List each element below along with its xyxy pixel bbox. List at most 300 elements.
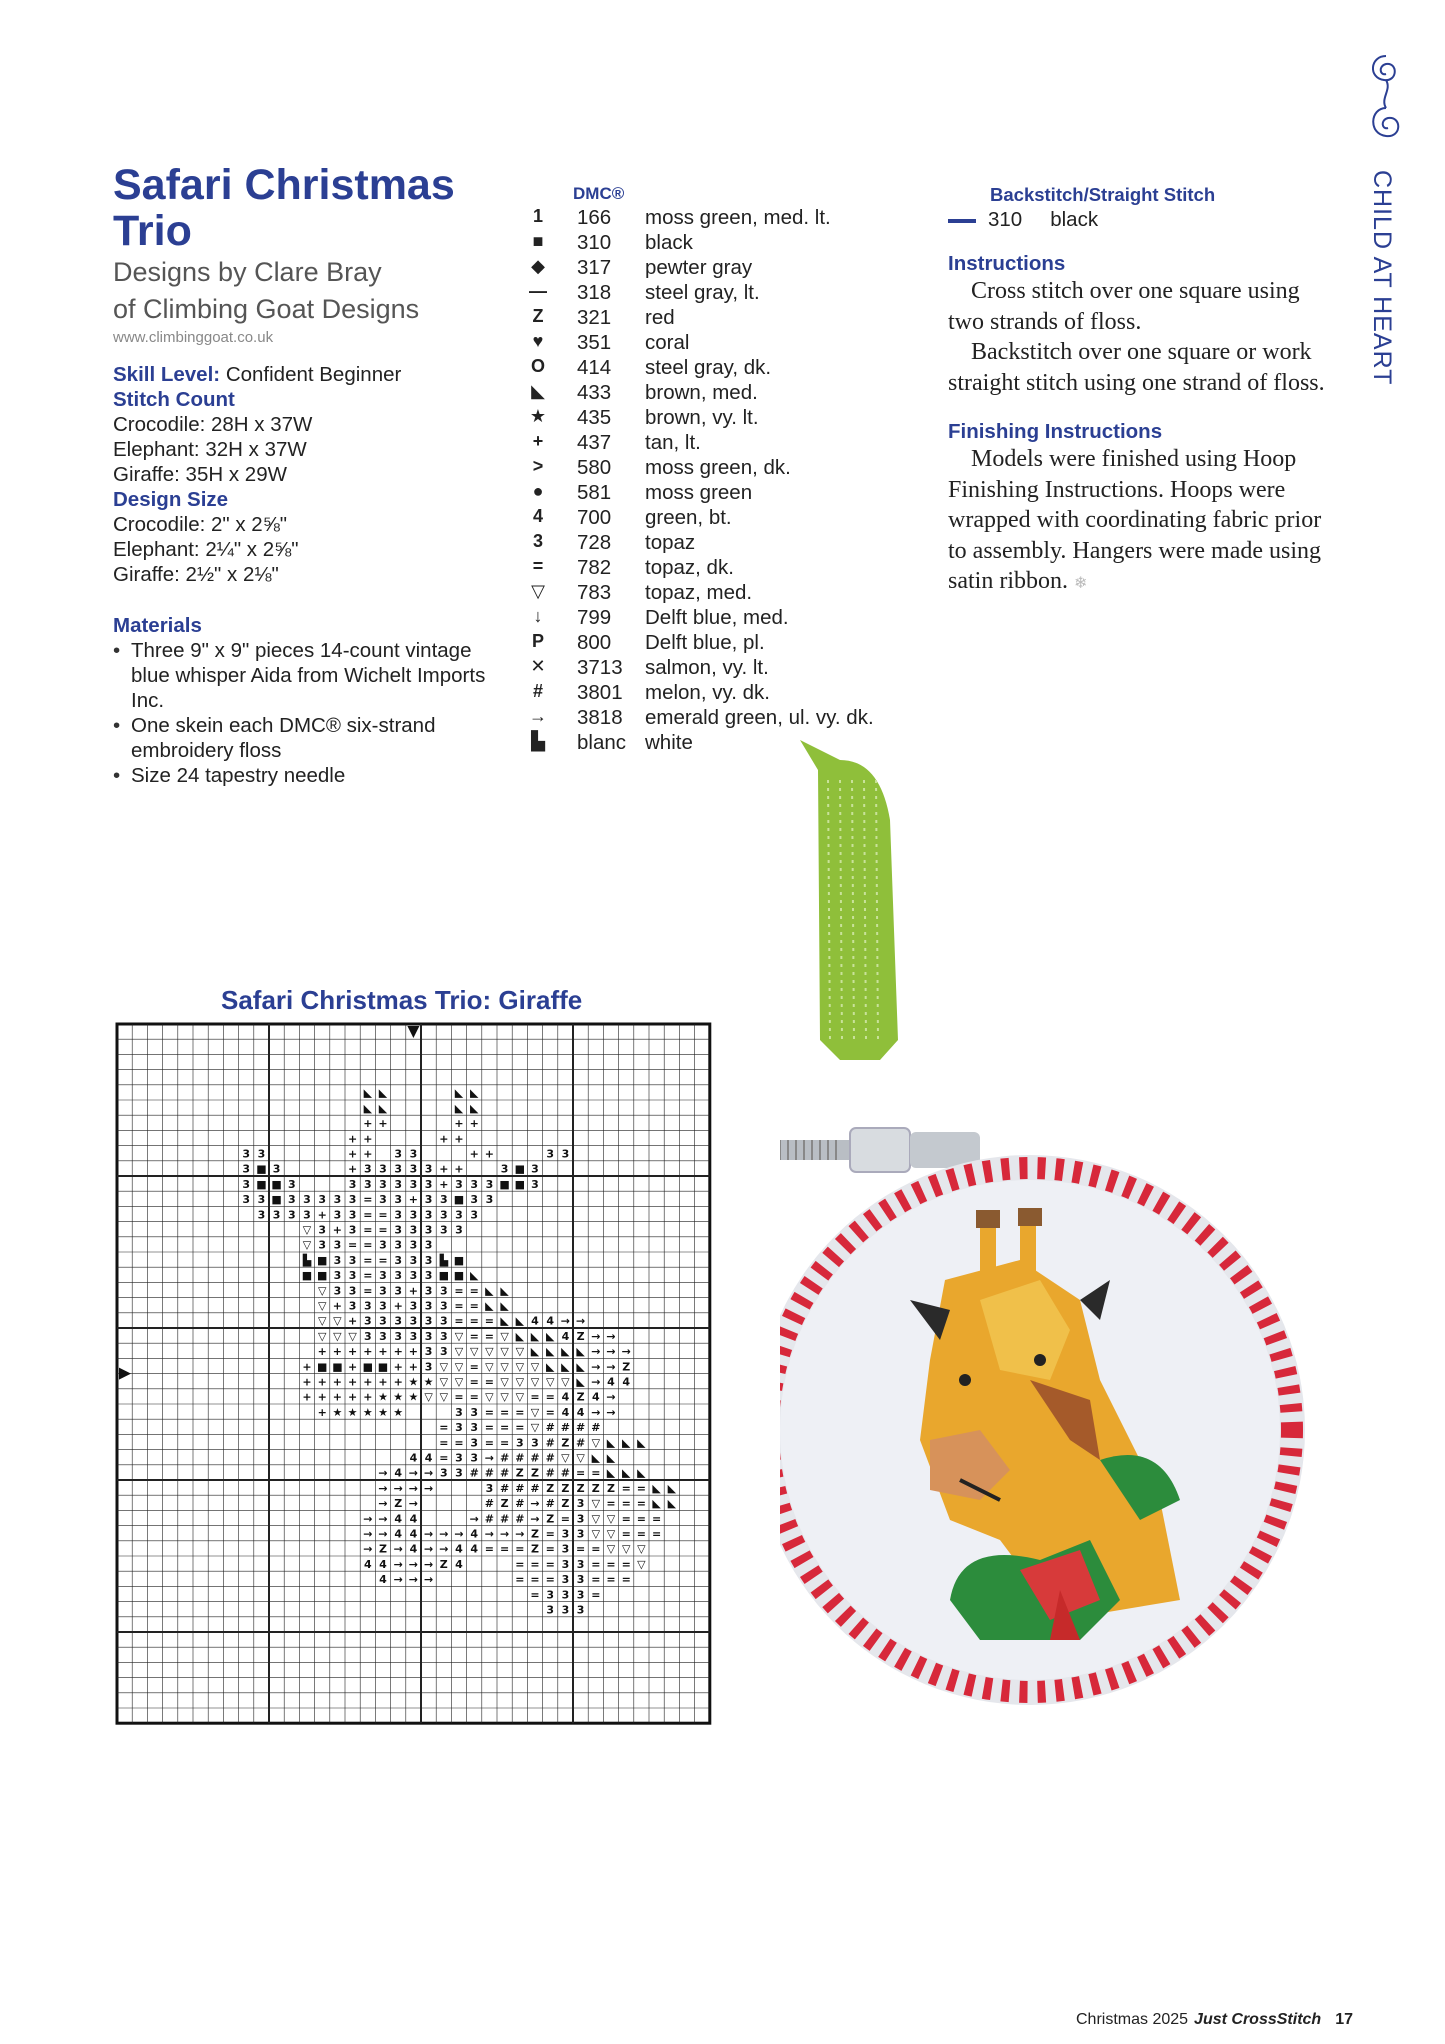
key-row — [527, 231, 927, 256]
chart-symbol: 3 — [409, 1162, 418, 1176]
chart-title: Safari Christmas Trio: Giraffe — [221, 985, 583, 1015]
backstitch-line-icon — [948, 219, 976, 223]
chart-symbol: + — [317, 1390, 327, 1404]
chart-symbol: Z — [500, 1497, 509, 1511]
chart-symbol: → — [439, 1542, 449, 1556]
chart-symbol: → — [423, 1481, 434, 1495]
chart-symbol: ▽ — [485, 1345, 494, 1359]
chart-symbol: 3 — [424, 1162, 433, 1176]
chart-symbol: ▽ — [454, 1329, 464, 1343]
chart-symbol: ▽ — [591, 1512, 601, 1526]
chart-symbol: 3 — [531, 1177, 539, 1191]
chart-symbol: 4 — [561, 1390, 570, 1404]
chart-symbol: ★ — [378, 1390, 388, 1404]
chart-symbol: Z — [546, 1481, 555, 1495]
chart-symbol: 3 — [333, 1193, 342, 1207]
chart-symbol: ■ — [271, 1193, 282, 1207]
chart-symbol: → — [591, 1329, 601, 1343]
instructions-body — [948, 276, 1328, 398]
chart-symbol: = — [515, 1573, 525, 1587]
chart-symbol: 3 — [576, 1573, 585, 1587]
key-symbol: ● — [532, 481, 544, 501]
chart-symbol: ◣ — [363, 1086, 373, 1100]
chart-symbol: = — [621, 1573, 631, 1587]
chart-symbol: ★ — [393, 1390, 404, 1404]
chart-symbol: Z — [439, 1557, 448, 1571]
chart-symbol: = — [484, 1542, 495, 1556]
key-symbol: ◣ — [531, 381, 545, 401]
chart-symbol: ■ — [377, 1360, 389, 1374]
ribbon-hanger — [800, 740, 898, 1060]
key-row — [527, 306, 927, 331]
chart-symbol: 4 — [470, 1542, 479, 1556]
chart-symbol: ▽ — [621, 1542, 631, 1556]
chart-symbol: 3 — [287, 1193, 296, 1207]
chart-symbol: ◣ — [667, 1497, 677, 1511]
chart-symbol: ▽ — [530, 1360, 540, 1374]
chart-symbol: ◣ — [561, 1360, 570, 1374]
chart-symbol: = — [591, 1573, 601, 1587]
chart-symbol: + — [332, 1375, 343, 1389]
skill-value: Confident Beginner — [225, 363, 402, 386]
chart-symbol: 4 — [561, 1405, 570, 1419]
chart-symbol: = — [484, 1436, 495, 1450]
materials-item: • Three 9" x 9" pieces 14-count vintage blue whisper Aida from Wichelt Imports Inc. — [113, 638, 513, 713]
key-color-name: tan, lt. — [645, 431, 701, 454]
chart-symbol: 3 — [409, 1269, 418, 1283]
chart-symbol: 3 — [287, 1177, 296, 1191]
chart-symbol: ▽ — [469, 1345, 479, 1359]
chart-symbol: = — [621, 1557, 631, 1571]
chart-symbol: ▽ — [302, 1238, 312, 1252]
chart-symbol: + — [363, 1390, 373, 1404]
chart-symbol: 3 — [409, 1238, 418, 1252]
chart-symbol: + — [363, 1345, 373, 1359]
key-dmc-number: 433 — [577, 381, 612, 404]
key-dmc-number: blanc — [577, 731, 627, 754]
key-symbol: O — [530, 356, 545, 376]
chart-symbol: = — [651, 1527, 662, 1541]
chart-symbol: ▽ — [515, 1360, 525, 1374]
chart-symbol: ★ — [393, 1405, 404, 1419]
chart-symbol: 3 — [531, 1162, 539, 1176]
chart-symbol: ▽ — [439, 1360, 449, 1374]
chart-symbol: 3 — [394, 1177, 403, 1191]
chart-symbol: 3 — [515, 1436, 524, 1450]
chart-symbol: 3 — [242, 1177, 251, 1191]
key-symbol: — — [529, 281, 547, 301]
chart-symbol: = — [606, 1557, 616, 1571]
key-symbol: > — [532, 456, 544, 476]
key-row — [527, 481, 927, 506]
key-dmc-number: 782 — [577, 556, 612, 579]
key-color-name: moss green, dk. — [645, 456, 791, 479]
chart-symbol: 3 — [318, 1223, 327, 1237]
decorative-swirl-icon — [1364, 48, 1408, 158]
key-dmc-number: 317 — [577, 256, 612, 279]
chart-symbol: # — [545, 1497, 555, 1511]
key-symbol: ■ — [532, 231, 544, 251]
chart-symbol: # — [545, 1451, 555, 1465]
chart-symbol: = — [545, 1542, 555, 1556]
chart-symbol: + — [347, 1147, 358, 1161]
chart-symbol: ▽ — [302, 1223, 312, 1237]
key-dmc-number: 437 — [577, 431, 612, 454]
chart-symbol: 3 — [439, 1193, 448, 1207]
key-dmc-number: 728 — [577, 531, 612, 554]
chart-symbol: ◣ — [652, 1497, 661, 1511]
chart-symbol: # — [545, 1436, 555, 1450]
key-dmc-number: 435 — [577, 406, 612, 429]
chart-symbol: → — [393, 1573, 403, 1587]
chart-symbol: Z — [576, 1481, 585, 1495]
chart-symbol: = — [484, 1421, 495, 1435]
chart-symbol: 3 — [439, 1208, 448, 1222]
chart-symbol: 3 — [333, 1269, 342, 1283]
chart-symbol: + — [347, 1375, 358, 1389]
instructions-paragraph: Cross stitch over one square using two strands of floss. — [948, 278, 1300, 335]
chart-symbol: # — [499, 1512, 510, 1526]
chart-symbol: + — [317, 1375, 327, 1389]
chart-symbol: # — [545, 1466, 555, 1480]
chart-symbol: ▽ — [317, 1299, 327, 1313]
backstitch-heading: Backstitch/Straight Stitch — [990, 184, 1216, 205]
chart-symbol: = — [515, 1421, 525, 1435]
chart-symbol: ■ — [453, 1193, 465, 1207]
chart-symbol: ■ — [256, 1177, 267, 1191]
key-color-name: topaz, dk. — [645, 556, 734, 579]
chart-symbol: 3 — [363, 1299, 372, 1313]
chart-symbol: 3 — [257, 1208, 266, 1222]
chart-symbol: ▽ — [591, 1436, 601, 1450]
chart-symbol: + — [332, 1299, 343, 1313]
chart-symbol: + — [393, 1375, 403, 1389]
chart-symbol: 3 — [424, 1208, 433, 1222]
chart-symbol: # — [515, 1451, 525, 1465]
chart-symbol: + — [454, 1117, 464, 1131]
chart-symbol: + — [378, 1375, 388, 1389]
chart-symbol: ▽ — [424, 1390, 433, 1404]
chart-symbol: + — [302, 1390, 312, 1404]
chart-symbol: 3 — [409, 1147, 418, 1161]
chart-symbol: 3 — [333, 1253, 342, 1267]
chart-symbol: 3 — [379, 1238, 387, 1252]
chart-symbol: 3 — [424, 1238, 433, 1252]
chart-symbol: 3 — [470, 1177, 479, 1191]
chart-symbol: ▽ — [454, 1345, 464, 1359]
chart-symbol: ◣ — [485, 1299, 494, 1313]
key-color-name: black — [645, 231, 693, 254]
instructions-heading: Instructions — [948, 252, 1066, 275]
chart-symbol: → — [454, 1527, 464, 1541]
key-dmc-number: 799 — [577, 606, 612, 629]
chart-symbol: ■ — [514, 1177, 526, 1191]
chart-symbol: 3 — [546, 1603, 555, 1617]
chart-symbol: = — [591, 1588, 601, 1602]
chart-symbol: Z — [561, 1481, 570, 1495]
chart-symbol: ▽ — [485, 1360, 494, 1374]
chart-symbol: 3 — [485, 1481, 494, 1495]
chart-symbol: ◣ — [576, 1375, 585, 1389]
chart-symbol: ▽ — [591, 1527, 601, 1541]
chart-symbol: ◣ — [500, 1284, 509, 1298]
chart-symbol: 3 — [394, 1162, 403, 1176]
chart-symbol: + — [317, 1345, 327, 1359]
chart-symbol: # — [575, 1436, 586, 1450]
chart-symbol: 3 — [439, 1314, 448, 1328]
chart-symbol: 3 — [546, 1588, 555, 1602]
chart-symbol: 3 — [424, 1284, 433, 1298]
chart-symbol: 3 — [257, 1193, 266, 1207]
chart-symbol: = — [530, 1588, 540, 1602]
chart-symbol: 3 — [409, 1299, 418, 1313]
chart-symbol: 3 — [257, 1147, 266, 1161]
chart-symbol: + — [408, 1345, 419, 1359]
chart-symbol: → — [423, 1527, 434, 1541]
chart-symbol: → — [378, 1481, 388, 1495]
chart-symbol: + — [347, 1162, 358, 1176]
chart-symbol: → — [408, 1557, 419, 1571]
key-dmc-number: 580 — [577, 456, 612, 479]
key-color-name: moss green, med. lt. — [645, 206, 831, 229]
chart-symbol: 3 — [424, 1193, 433, 1207]
chart-symbol: Z — [591, 1481, 600, 1495]
chart-symbol: 3 — [424, 1360, 433, 1374]
key-row — [527, 606, 927, 631]
backstitch-name: black — [1050, 208, 1099, 231]
chart-symbol: = — [363, 1223, 373, 1237]
chart-symbol: ▽ — [530, 1405, 540, 1419]
chart-symbol: ◣ — [576, 1345, 585, 1359]
chart-symbol: ■ — [316, 1253, 328, 1267]
chart-symbol: = — [378, 1208, 388, 1222]
chart-symbol: ★ — [332, 1405, 343, 1419]
chart-symbol: # — [515, 1512, 525, 1526]
key-color-name: melon, vy. dk. — [645, 681, 770, 704]
chart-symbol: → — [423, 1573, 434, 1587]
chart-symbol: 3 — [409, 1253, 418, 1267]
chart-symbol: 3 — [379, 1314, 387, 1328]
chart-symbol: ◣ — [378, 1101, 388, 1115]
chart-symbol: = — [499, 1542, 510, 1556]
chart-symbol: ▙ — [302, 1253, 312, 1267]
chart-symbol: 3 — [394, 1223, 403, 1237]
chart-symbol: → — [499, 1527, 510, 1541]
key-dmc-number: 783 — [577, 581, 612, 604]
key-color-name: topaz — [645, 531, 696, 554]
key-header: DMC® — [573, 184, 625, 203]
stitch-count-item: Giraffe: 35H x 29W — [113, 463, 287, 486]
chart-symbol: + — [347, 1360, 358, 1374]
chart-symbol: + — [347, 1314, 358, 1328]
chart-symbol: → — [560, 1314, 571, 1328]
chart-symbol: + — [393, 1345, 403, 1359]
chart-symbol: → — [393, 1542, 403, 1556]
chart-symbol: Z — [622, 1360, 631, 1374]
chart-symbol: ■ — [499, 1177, 510, 1191]
chart-symbol: ▽ — [454, 1375, 464, 1389]
chart-symbol: 3 — [303, 1193, 311, 1207]
chart-symbol: 4 — [455, 1542, 463, 1556]
cross-stitch-chart — [113, 1020, 727, 1746]
chart-symbol: ▽ — [454, 1360, 464, 1374]
footer-issue: Christmas 2025 — [1076, 2011, 1189, 2028]
chart-symbol: Z — [531, 1466, 539, 1480]
chart-symbol: = — [484, 1405, 495, 1419]
key-row — [527, 206, 927, 231]
chart-symbol: # — [499, 1451, 510, 1465]
chart-symbol: = — [545, 1573, 555, 1587]
chart-symbol: ◣ — [530, 1329, 540, 1343]
chart-symbol: → — [393, 1557, 403, 1571]
chart-symbol: # — [484, 1466, 495, 1480]
chart-symbol: = — [575, 1542, 586, 1556]
chart-symbol: = — [591, 1542, 601, 1556]
chart-symbol: 3 — [439, 1345, 448, 1359]
chart-symbol: 3 — [379, 1299, 387, 1313]
chart-symbol: + — [393, 1360, 403, 1374]
chart-symbol: Z — [531, 1542, 539, 1556]
key-symbol: # — [532, 681, 543, 701]
chart-symbol: ■ — [453, 1253, 465, 1267]
chart-symbol: 3 — [363, 1177, 372, 1191]
chart-symbol: = — [469, 1390, 479, 1404]
chart-symbol: ■ — [316, 1360, 328, 1374]
chart-symbol: Z — [515, 1466, 524, 1480]
byline-company: of Climbing Goat Designs — [113, 294, 420, 324]
chart-symbol: = — [545, 1527, 555, 1541]
chart-symbol: + — [332, 1390, 343, 1404]
key-symbol: ◆ — [531, 256, 545, 276]
chart-symbol: 3 — [485, 1177, 494, 1191]
chart-symbol: 3 — [348, 1253, 357, 1267]
chart-symbol: ▽ — [606, 1512, 616, 1526]
snowflake-icon: ❄ — [1074, 575, 1088, 592]
chart-symbol: ▽ — [500, 1329, 509, 1343]
chart-symbol: ◣ — [621, 1436, 631, 1450]
chart-symbol: 3 — [333, 1238, 342, 1252]
materials-item: • One skein each DMC® six-strand embroidery floss — [113, 713, 513, 763]
key-row — [527, 506, 927, 531]
chart-symbol: 3 — [409, 1223, 418, 1237]
chart-symbol: 3 — [470, 1193, 479, 1207]
chart-symbol: ▽ — [317, 1329, 327, 1343]
key-color-name: white — [645, 731, 693, 754]
chart-symbol: 3 — [348, 1284, 357, 1298]
chart-symbol: = — [439, 1436, 449, 1450]
chart-symbol: ■ — [316, 1269, 328, 1283]
chart-symbol: → — [530, 1497, 540, 1511]
key-symbol: = — [532, 556, 544, 576]
chart-symbol: → — [606, 1390, 616, 1404]
chart-symbol: + — [439, 1132, 449, 1146]
chart-symbol: → — [378, 1512, 388, 1526]
chart-symbol: ◣ — [363, 1101, 373, 1115]
chart-symbol: 3 — [394, 1253, 403, 1267]
chart-symbol: 3 — [561, 1542, 570, 1556]
chart-symbol: 4 — [363, 1557, 372, 1571]
key-symbol: ↓ — [533, 606, 543, 626]
chart-symbol: → — [393, 1481, 403, 1495]
chart-symbol: ◣ — [469, 1101, 479, 1115]
chart-symbol: + — [408, 1360, 419, 1374]
chart-symbol: 3 — [348, 1177, 357, 1191]
chart-symbol: 4 — [531, 1314, 539, 1328]
chart-symbol: 3 — [333, 1284, 342, 1298]
chart-symbol: 3 — [455, 1421, 463, 1435]
chart-symbol: 3 — [348, 1269, 357, 1283]
key-symbol: 1 — [532, 206, 543, 226]
key-dmc-number: 310 — [577, 231, 612, 254]
chart-symbol: ◣ — [606, 1466, 616, 1480]
chart-symbol: = — [469, 1375, 479, 1389]
key-dmc-number: 351 — [577, 331, 612, 354]
chart-symbol: ▽ — [561, 1375, 570, 1389]
chart-symbol: 3 — [348, 1208, 357, 1222]
chart-symbol: 3 — [409, 1329, 418, 1343]
finishing-body — [948, 444, 1328, 600]
chart-symbol: 3 — [394, 1208, 403, 1222]
chart-symbol: ■ — [256, 1162, 267, 1176]
chart-symbol: ▽ — [500, 1375, 509, 1389]
chart-symbol: + — [469, 1117, 479, 1131]
key-color-name: pewter gray — [645, 256, 753, 279]
skill-label: Skill Level: — [113, 363, 221, 386]
chart-symbol: ◣ — [667, 1481, 677, 1495]
chart-symbol: + — [454, 1132, 464, 1146]
chart-symbol: ◣ — [469, 1269, 479, 1283]
key-color-name: red — [645, 306, 675, 329]
chart-symbol: = — [363, 1193, 373, 1207]
key-symbol: ★ — [529, 406, 547, 426]
chart-symbol: → — [591, 1405, 601, 1419]
chart-symbol: ▽ — [606, 1542, 616, 1556]
chart-symbol: 3 — [561, 1557, 570, 1571]
chart-symbol: ▽ — [500, 1390, 509, 1404]
key-symbol: ♥ — [532, 331, 544, 351]
design-size-heading: Design Size — [113, 488, 229, 511]
chart-symbol: → — [408, 1466, 419, 1480]
chart-symbol: Z — [561, 1497, 570, 1511]
chart-symbol: 3 — [424, 1269, 433, 1283]
chart-symbol: + — [317, 1208, 327, 1222]
chart-symbol: Z — [576, 1329, 585, 1343]
chart-symbol: 3 — [439, 1466, 448, 1480]
chart-symbol: → — [363, 1542, 373, 1556]
key-symbol: P — [531, 631, 544, 651]
chart-symbol: = — [454, 1284, 464, 1298]
chart-symbol: = — [621, 1527, 631, 1541]
chart-symbol: ▽ — [515, 1375, 525, 1389]
chart-symbol: ■ — [332, 1360, 343, 1374]
chart-symbol: + — [408, 1284, 419, 1298]
chart-symbol: 3 — [379, 1193, 387, 1207]
chart-symbol: 3 — [379, 1284, 387, 1298]
designer-url: www.climbinggoat.co.uk — [113, 329, 274, 346]
chart-symbol: + — [363, 1375, 373, 1389]
chart-symbol: + — [439, 1162, 449, 1176]
chart-symbol: → — [530, 1512, 540, 1526]
key-dmc-number: 321 — [577, 306, 612, 329]
chart-symbol: ▽ — [637, 1557, 646, 1571]
byline — [113, 254, 419, 328]
finishing-heading: Finishing Instructions — [948, 420, 1163, 443]
chart-symbol: 3 — [272, 1162, 281, 1176]
chart-symbol: ■ — [514, 1162, 526, 1176]
key-row — [527, 631, 927, 656]
chart-symbol: = — [363, 1253, 373, 1267]
chart-symbol: + — [347, 1132, 358, 1146]
